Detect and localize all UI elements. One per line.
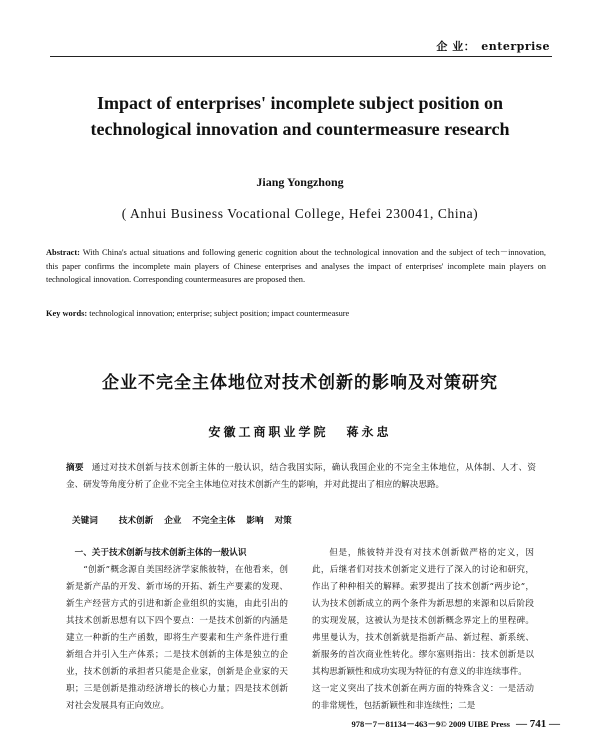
english-author: Jiang Yongzhong [256,175,344,189]
english-keywords-label: Key words: [46,309,88,318]
chinese-abstract [66,460,536,494]
chinese-keywords [72,514,532,526]
english-abstract [46,246,546,287]
chinese-author: 蒋永忠 [346,425,392,439]
english-title [40,90,560,142]
section-heading: 一、关于技术创新与技术创新主体的一般认识 [74,548,247,558]
running-head-en: enterprise [481,40,550,53]
chinese-keyword: 技术创新 [118,516,154,526]
body-column-left [66,545,288,715]
chinese-abstract-label: 摘要 [66,463,84,473]
english-abstract-label: Abstract: [46,248,80,257]
chinese-keyword: 企业 [164,516,182,526]
body-paragraph: “创新”概念源自美国经济学家熊彼特，在他看来，创新是新产品的开发、新市场的开拓、新生产要素的发现、新生产经营方式的引进和新企业组织的实施，由此引出的其技术创新思想有以下四个要点：一是技术创新的内涵是建立一种新的生产函数，即将生产要素和生产条件进行重新组合并引入生产体系；二是技术创新的主体是独立的企业，技术创新的承担者只能是企业家，创新是企业家的天职；三是创新是推动经济增长的核心力量；四是技术创新对社会发展具有正向效应。 [66,565,288,711]
english-keywords-text: technological innovation; enterprise; subject position; impact countermeasure [89,309,350,318]
body-paragraph: 这一定义突出了技术创新在两方面的特殊含义：一是活动的非常规性，包括新颖性和非连续性；二是 [312,684,534,711]
chinese-keyword: 影响 [246,516,264,526]
chinese-keyword: 不完全主体 [192,516,236,526]
body-column-right [312,545,534,715]
english-keywords [46,309,546,318]
english-affiliation: ( Anhui Business Vocational College, Hefei 230041, China) [121,206,479,221]
chinese-title: 企业不完全主体地位对技术创新的影响及对策研究 [102,373,498,393]
footer-isbn: 978－7－81134－463－9© 2009 UIBE Press [351,719,510,729]
chinese-affiliation: 安徽工商职业学院 [208,425,329,439]
chinese-keyword: 对策 [274,516,292,526]
page-footer [352,718,561,730]
english-title-line-1: Impact of enterprises' incomplete subject position on [97,93,503,113]
header-rule [50,56,552,57]
running-head [436,38,550,54]
body-paragraph: 但是，熊彼特并没有对技术创新做严格的定义，因此，后继者们对技术创新定义进行了深入的讨论和研究，作出了种种相关的解释。索罗提出了技术创新“两步论”，认为技术创新成立的两个条件为新思想的来源和以后阶段的实现发展，这被认为是技术创新概念界定上的里程碑。弗里曼认为，技术创新就是指新产品、新过程、新系统、新服务的首次商业性转化。缪尔塞则指出：技术创新是以其构思新颖性和成功实现为特征的有意义的非连续事件。 [312,548,534,677]
english-abstract-text: With China's actual situations and following generic cognition about the technological innovation and the subject of tech－innovation, this paper confirms the incomplete main players of Chinese enterprises and analyses the impact of enterprises' incomplete main players on technological innovation. Corresponding countermeasures are proposed then. [46,248,546,284]
running-head-cn: 企 业： [436,40,476,53]
chinese-keywords-label: 关键词 [72,516,98,526]
english-title-line-2: technological innovation and countermeasure research [90,119,510,139]
page-number: — 741 — [516,718,560,730]
chinese-author-line [0,423,600,440]
chinese-abstract-text: 通过对技术创新与技术创新主体的一般认识，结合我国实际，确认我国企业的不完全主体地位，从体制、人才、资金、研发等角度分析了企业不完全主体地位对技术创新产生的影响，并对此提出了相应的解决思路。 [66,463,536,490]
